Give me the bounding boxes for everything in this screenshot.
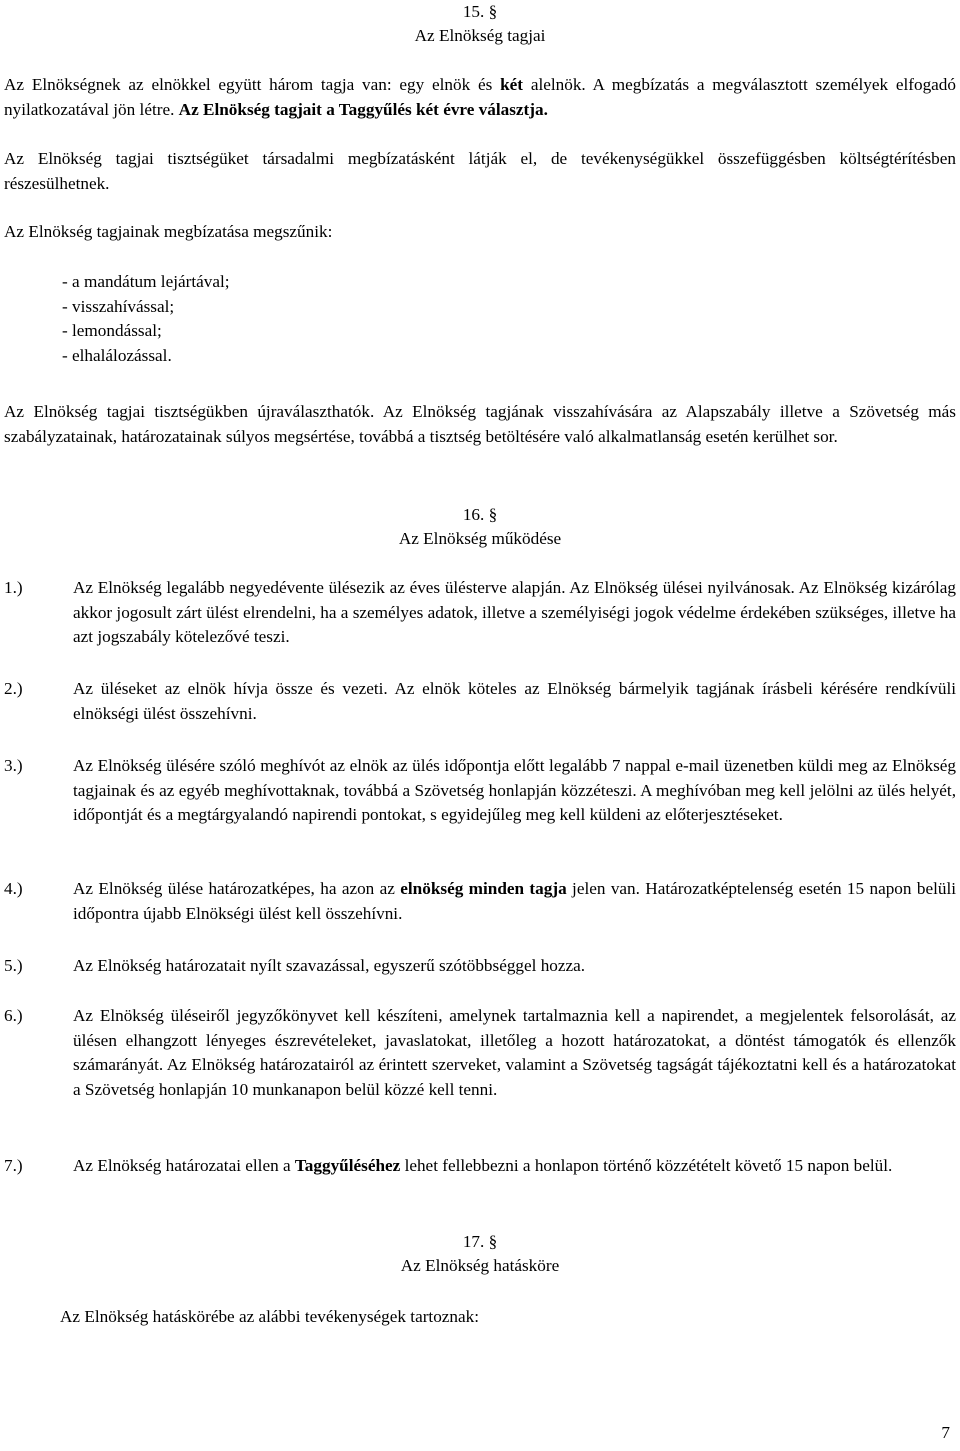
s15-p1-bold-b: két — [500, 75, 524, 94]
item-number: 5.) — [4, 956, 23, 975]
s15-p1-text-a: Az Elnökségnek az elnökkel együtt három tagja van: egy elnök és — [4, 75, 501, 94]
s15-p1-bold-d: Az Elnökség tagjait a Taggyűlés két évre választja. — [178, 99, 548, 119]
section-17-number: 17. § — [462, 1232, 498, 1251]
s15-paragraph-1 — [4, 73, 956, 122]
s15-paragraph-2: Az Elnökség tagjai tisztségüket társadalmi megbízatásként látják el, de tevékenységükkel összefüggésben költségtérítésben részesülhetnek. — [4, 149, 956, 193]
item-text-c: lehet fellebbezni a honlapon történő közzétételt követő 15 napon belül. — [400, 1156, 893, 1175]
s15-p1-text-c: alelnök. A megbízatás a megválasztott személyek elfogadó nyilatkozatával jön létre. — [4, 75, 956, 119]
section-16-title: Az Elnökség működése — [398, 529, 562, 548]
s15-paragraph-3: Az Elnökség tagjainak megbízatása megszűnik: — [4, 222, 333, 241]
item-number: 4.) — [4, 879, 23, 898]
s17-intro: Az Elnökség hatáskörébe az alábbi tevékenységek tartoznak: — [60, 1307, 480, 1326]
list-item: - lemondással; — [62, 321, 162, 340]
item-text: Az üléseket az elnök hívja össze és vezeti. Az elnök köteles az Elnökség bármelyik tagjának írásbeli kérésére rendkívüli elnökségi ülést összehívni. — [73, 679, 956, 723]
item-text: Az Elnökség üléseiről jegyzőkönyvet kell készíteni, amelynek tartalmaznia kell a napirendet, a megjelentek felsorolását, az ülésen elhangzott lényeges észrevételeket, javaslatokat, illetőleg a hozott határozatokat, a döntést támogatók és ellenzők számarányát. Az Elnökség határozatairól az érintett szerveket, valamint a Szövetség tagságát tájékoztatni kell és a határozatokat a Szövetség honlapján 10 munkanapon belül közzé kell tenni. — [73, 1006, 956, 1099]
list-item: - visszahívással; — [62, 296, 175, 316]
item-number: 2.) — [4, 679, 23, 698]
list-item: - a mandátum lejártával; — [62, 272, 230, 291]
section-15-title: Az Elnökség tagjai — [414, 26, 546, 45]
item-text — [73, 877, 956, 926]
section-15-number: 15. § — [462, 2, 498, 21]
item-number: 3.) — [4, 756, 23, 775]
item-text-c: jelen van. Határozatképtelenség esetén 15 napon belüli időpontra újabb Elnökségi ülést kell összehívni. — [73, 879, 956, 923]
item-text-a: Az Elnökség határozatai ellen a — [73, 1156, 295, 1175]
list-item: - elhalálozással. — [62, 345, 172, 365]
item-bold-b: elnökség minden tagja — [400, 879, 567, 898]
item-text: Az Elnökség ülésére szóló meghívót az elnök az ülés időpontja előtt legalább 7 nappal e-mail üzenetben küldi meg az Elnökség tagjainak és az egyéb meghívottaknak, továbbá a Szövetség honlapján közzéteszi. A meghívóban meg kell jelölni az ülés helyét, időpontját és a megtárgyalandó napirendi pontokat, s egyidejűleg meg kell küldeni az előterjesztéseket. — [73, 756, 956, 824]
item-text-a: Az Elnökség ülése határozatképes, ha azon az — [73, 879, 401, 898]
s15-bullet-list — [62, 270, 922, 368]
item-number: 6.) — [4, 1006, 23, 1025]
item-text: Az Elnökség határozatait nyílt szavazással, egyszerű szótöbbséggel hozza. — [73, 956, 586, 975]
item-number: 1.) — [4, 578, 23, 597]
item-bold-b: Taggyűléséhez — [294, 1156, 401, 1175]
section-17-title: Az Elnökség hatásköre — [400, 1256, 560, 1275]
s15-paragraph-4: Az Elnökség tagjai tisztségükben újraválaszthatók. Az Elnökség tagjának visszahívására az Alapszabály illetve a Szövetség más szabályzatainak, határozatainak súlyos megsértése, továbbá a tisztség betöltésére való alkalmatlanság esetén kerülhet sor. — [4, 402, 956, 446]
item-text — [73, 1154, 956, 1179]
item-text: Az Elnökség legalább negyedévente ülésezik az éves ülésterve alapján. Az Elnökség ülései nyilvánosak. Az Elnökség kizárólag akkor jogosult zárt ülést elrendelni, ha a személyes adatok, illetve a személyiségi jogok védelme érdekében szükséges, illetve ha azt jogszabály kötelezővé teszi. — [73, 578, 956, 646]
page-number: 7 — [941, 1423, 950, 1442]
item-number: 7.) — [4, 1156, 23, 1175]
section-16-number: 16. § — [462, 505, 498, 524]
